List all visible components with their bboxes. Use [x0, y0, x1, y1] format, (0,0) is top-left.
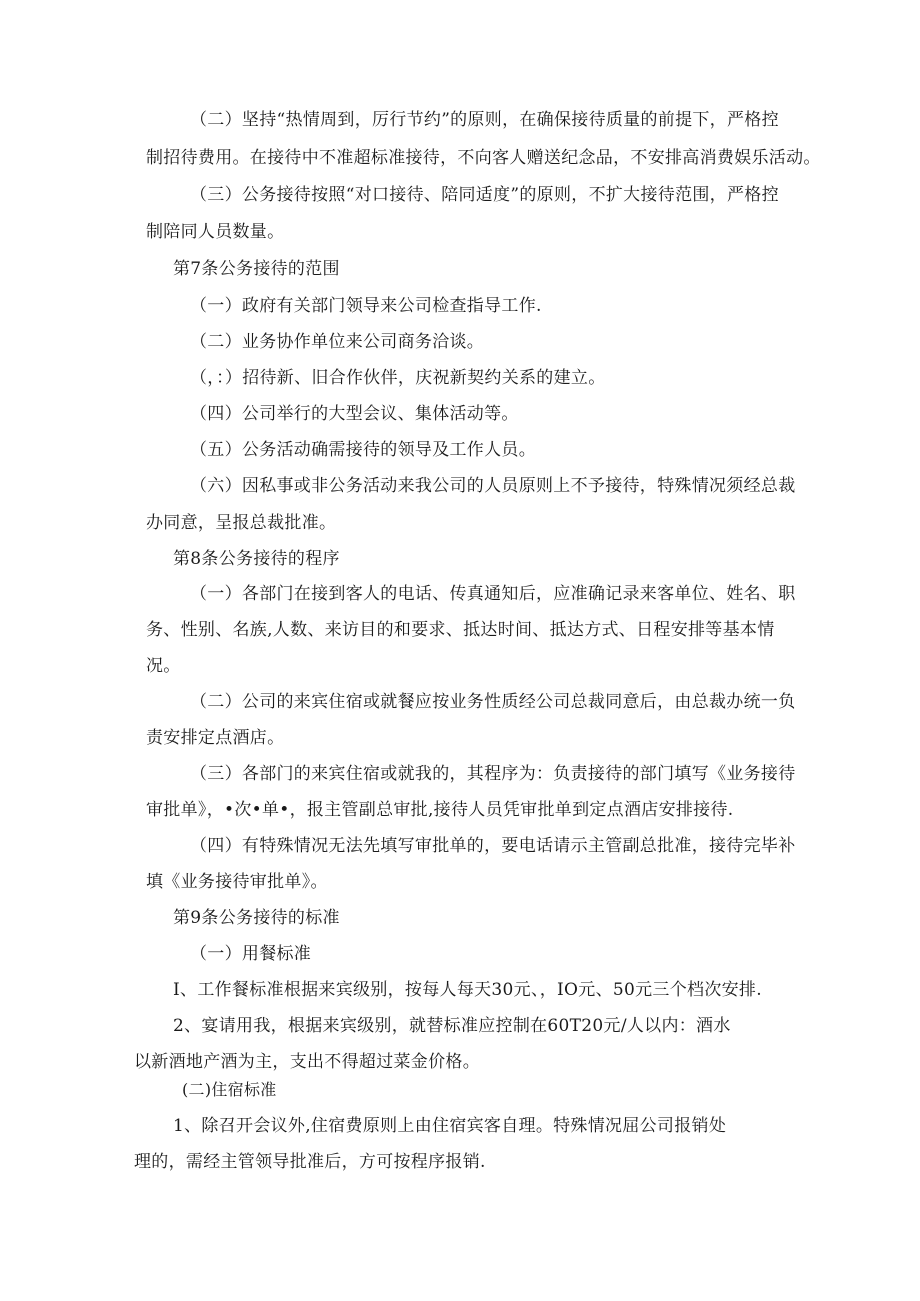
paragraph-line: 责安排定点酒店。	[146, 728, 285, 748]
list-item: （二）公司的来宾住宿或就餐应按业务性质经公司总裁同意后，由总裁办统一负	[190, 692, 796, 712]
paragraph-line: （二）坚持“热情周到，厉行节约”的原则，在确保接待质量的前提下，严格控	[190, 110, 779, 130]
paragraph-line: 务、性别、名族,人数、来访目的和要求、抵达时间、抵达方式、日程安排等基本情	[146, 620, 775, 640]
paragraph-line: 理的，需经主管领导批准后，方可按程序报销.	[134, 1152, 486, 1172]
paragraph-line: 况。	[146, 656, 181, 676]
list-item: （，：）招待新、旧合作伙伴，庆祝新契约关系的建立。	[190, 368, 606, 388]
paragraph-line: 制招待费用。在接待中不准超标准接待，不向客人赠送纪念品，不安排高消费娱乐活动。	[146, 148, 821, 168]
section-heading: 第9条公务接待的标准	[173, 908, 340, 928]
list-item: I、工作餐标准根据来宾级别，按每人每天30元、，IO元、50元三个档次安排.	[173, 980, 762, 1000]
list-item: （一）各部门在接到客人的电话、传真通知后，应准确记录来客单位、姓名、职	[190, 584, 796, 604]
section-heading: 第7条公务接待的范围	[173, 259, 340, 279]
subsection-heading: (二)住宿标准	[182, 1080, 277, 1099]
paragraph-line: 以新酒地产酒为主，支出不得超过菜金价格。	[134, 1052, 480, 1072]
list-item: 1、除召开会议外,住宿费原则上由住宿宾客自理。特殊情况屈公司报销处	[173, 1116, 727, 1136]
list-item: 2、宴请用我，根据来宾级别，就替标准应控制在60T20元/人以内：酒水	[173, 1016, 731, 1036]
list-item: （三）各部门的来宾住宿或就我的，其程序为：负责接待的部门填写《业务接待	[190, 764, 796, 784]
paragraph-line: 制陪同人员数量。	[146, 222, 285, 242]
paragraph-line: 填《业务接待审批单》。	[146, 872, 328, 892]
list-item: （四）公司举行的大型会议、集体活动等。	[190, 404, 519, 424]
list-item: （五）公务活动确需接待的领导及工作人员。	[190, 440, 536, 460]
list-item: （一）政府有关部门领导来公司检查指导工作.	[190, 296, 542, 316]
list-item: （二）业务协作单位来公司商务洽谈。	[190, 332, 485, 352]
paragraph-line: 审批单》，•次•单•，报主管副总审批,接待人员凭审批单到定点酒店安排接待.	[146, 800, 734, 820]
paragraph-line: 办同意，呈报总裁批准。	[146, 513, 337, 533]
list-item: （六）因私事或非公务活动来我公司的人员原则上不予接待，特殊情况须经总裁	[190, 476, 796, 496]
subsection-heading: （一）用餐标准	[190, 944, 312, 964]
paragraph-line: （三）公务接待按照“对口接待、陪同适度”的原则，不扩大接待范围，严格控	[190, 185, 779, 205]
section-heading: 第8条公务接待的程序	[173, 549, 340, 569]
list-item: （四）有特殊情况无法先填写审批单的，要电话请示主管副总批准，接待完毕补	[190, 836, 796, 856]
